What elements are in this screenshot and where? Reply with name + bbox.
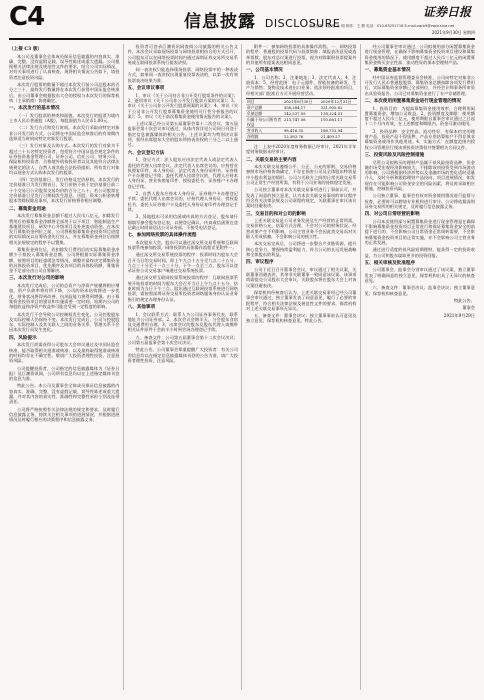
table-cell: 21,409.27 xyxy=(320,133,340,139)
article-columns xyxy=(9,44,475,690)
paragraph: 3、投资品种：安全性高、流动性好、有保本约定的理财产品，投资产品不得质押，产品专用结算账户不得存放非募集资金或用作其他用途。4、实施方式：在额度范围内授权公司管理层行使该项投资决策权并签署相关合同文件。 xyxy=(364,128,475,150)
paragraph: 1、投资目的：为提高募集资金使用效率，合理利用闲置募集资金，增加公司收益。2、投资额度及期限：使用额度不超过人民币三亿元，使用期限自董事会审议通过之日起十二个月内有效，在上述额度和期限内，资金可滚动使用。 xyxy=(364,105,475,127)
table-cell: 项目 xyxy=(247,98,255,104)
section-heading: 一、公司基本情况 xyxy=(246,68,283,74)
table-cell: 186,732.94 xyxy=(320,127,343,133)
paragraph: 本次发行不会导致公司控制权发生变化，公司控股股东及实际控制人仍保持不变。本次发行完成后，公司与控股股东、实际控制人及其关联人之间的业务关系、管理关系不会因本次发行而发生变化。 xyxy=(9,311,120,333)
page-number: C4 xyxy=(9,2,45,32)
section-heading: 四、审议程序 xyxy=(246,260,274,266)
paragraph: 募集资金到位后，若扣除发行费用后的实际募集资金净额少于拟投入募集资金总额，公司将根据实际募集资金净额，按照项目的轻重缓急等情况，调整并最终决定募集资金的具体投资项目、优先顺序及各项目的具体投资额，募集资金不足部分由公司自筹解决。 xyxy=(9,246,120,274)
table-cell: 138,224.51 xyxy=(320,110,343,116)
paragraph: （四）定价基准日、发行价格及定价原则。本次发行的定价基准日为发行期首日，发行价格不低于定价基准日前二十个交易日公司股票交易均价的百分之八十。若公司股票在定价基准日至发行日期间发生派息、送股、资本公积金转增股本等除权除息事项，本次发行价格将作相应调整。 xyxy=(9,177,120,204)
text-column xyxy=(128,44,243,690)
section-title-cn: 信息披露 xyxy=(184,12,256,32)
signature-line: 董事会 xyxy=(462,305,475,311)
editor-credits: 责任编辑：董 瑾 孙 明 制作：王 敬 电话：010-83251716 E-mail:zqrb9@zqrb.sina.net xyxy=(309,24,455,28)
section-heading: 一、募集资金基本情况 xyxy=(364,68,411,74)
masthead xyxy=(9,0,475,40)
paper-logo: 证券日报 xyxy=(422,5,471,19)
section-heading: 八、其他事项 xyxy=(127,304,156,310)
paragraph: 公司独立董事、监事会有权对资金使用情况进行监督与检查，必要时可以聘请专业机构进行审计。公司将依据深圳证券交易所的相关规定，及时履行信息披露义务。 xyxy=(364,193,475,209)
paragraph: 通过进行适度的低风险短期理财，能获得一定的投资收益，为公司和股东谋取更多的投资回报。 xyxy=(364,247,475,258)
table-row xyxy=(246,117,357,128)
paragraph: 1、公司名称；2、注册地址；3、法定代表人；4、注册资本；5、经营范围：电子元器件、智能装备的研发、生产与销售；货物及技术进出口业务；依法须经批准的项目，经相关部门批准后方可开展经营活动。 xyxy=(246,74,357,96)
paragraph: 附件一：参加网络投票的具体操作流程。一、网络投票的程序：普通股的投票代码与投票简称；填报表决意见或选举票数；股东对总议案进行投票，视为对除累积投票提案外的其他所有提案表达相同意见。 xyxy=(246,44,357,65)
table-cell: 净利润 xyxy=(247,133,259,139)
section-heading: （上接 C3 版） xyxy=(9,47,43,52)
paragraph: 通过深交所交易系统投票的程序：投票时间为股东大会召开当日的交易时间，即上午九点十五分至九点二十五分、九点三十分至十一点三十分，下午一点至三点。股东可以登录证券公司交易客户端通过交易系统投票。 xyxy=(127,252,238,274)
paragraph: 保荐机构经核查后认为，上述关联交易事项已经公司董事会审议通过，独立董事发表了同意意见，履行了必要的审批程序，符合相关法律法规及规范性文件的要求，保荐机构对上述关联交易事项无异议。 xyxy=(246,289,357,311)
paragraph: 通过深交所互联网投票系统投票的程序：互联网投票系统开始投票的时间为股东大会召开当日上午九点十五分，结束时间为当日下午三点。股东通过互联网投票系统进行网络投票，需按照深圳证券交易所投资者网络服务身份认证业务指引的规定办理身份认证。 xyxy=(127,275,238,302)
section-title-en: DISCLOSURE xyxy=(264,17,341,30)
paragraph: 特此公告。公司董事会郑重提醒广大投资者：有关公司的信息均以在指定信息披露媒体刊登的公告为准，请广大投资者理性投资，注意风险。 xyxy=(127,347,238,363)
table-cell: 营业收入 xyxy=(247,127,263,133)
table-cell: 负债总额 xyxy=(247,110,263,116)
issue-date: 2021年9月30日 星期四 xyxy=(431,30,475,35)
paragraph: 公司提醒投资者，公司指定的信息披露媒体为《证券日报》及巨潮资讯网，公司所有信息均以在上述指定媒体刊登的信息为准。 xyxy=(9,365,120,382)
section-heading: 五、相关审核及批准程序 xyxy=(364,260,416,266)
section-heading: 二、关联交易的主要内容 xyxy=(246,157,297,163)
paragraph: 1、审议《关于公司符合非公开发行股票条件的议案》；2、逐项审议《关于公司非公开发行股票方案的议案》；3、审议《关于公司非公开发行股票预案的议案》；4、审议《关于公司非公开发行股票募集资金使用可行性分析报告的议案》；5、审议《关于前次募集资金使用情况报告的议案》。 xyxy=(127,92,238,119)
paragraph: （三）发行对象及认购方式。本次发行的发行对象为不超过三十五名特定投资者，包括符合中国证监会规定条件的证券投资基金管理公司、证券公司、信托公司、财务公司、保险机构投资者、合格境外机构投资者以及其他符合法律法规规定的法人、自然人或其他合法投资组织。所有发行对象均以现金方式认购本次发行的股票。 xyxy=(9,143,120,175)
table-row xyxy=(246,134,357,140)
paragraph: 上述关联交易是公司业务发展及生产经营的正常所需，交易价格公允，结算方式合理，不会对公司的财务状况、经营成果产生不利影响，公司主营业务不会因此类交易而对关联人形成依赖，不会影响公司的独立性。 xyxy=(246,218,357,240)
section-heading: 四、风险提示 xyxy=(9,335,37,341)
table-cell: 356,284.17 xyxy=(283,104,306,110)
signature-line: 特此公告。 xyxy=(454,297,475,303)
section-heading: 七、参加网络投票的具体操作流程 xyxy=(127,233,197,239)
paragraph: 六、备查文件：董事会决议；监事会决议；独立董事意见；保荐机构核查意见。 xyxy=(364,285,475,296)
table-cell: 资产总额 xyxy=(247,104,263,110)
table-cell: 98,416.35 xyxy=(283,127,304,133)
paragraph: （二）发行方式和发行时间。本次发行采取向特定对象非公开发行的方式，公司将在中国证监会核准后的有效期内选择适当时机向特定对象发行股票。 xyxy=(9,125,120,142)
table-cell: 2021年6月30日 xyxy=(283,98,313,104)
paragraph: 注：上表中2020年度财务数据已经审计，2021年半年度财务数据未经审计。 xyxy=(246,143,357,155)
paragraph: 同一表决权只能选择现场投票、网络投票中的一种表决方式，如果同一表决权出现重复投票表决的，以第一次有效投票表决结果为准。 xyxy=(127,67,238,83)
paragraph: 经公司董事会审议通过，公司拟使用部分闲置募集资金进行现金管理，在确保不影响募集资金投资项目建设和募集资金使用的情况下，使用额度不超过人民币三亿元的闲置募集资金购买安全性高、流动性好的保本型理财产品。 xyxy=(364,44,475,65)
section-heading: 三、交易目的和对公司的影响 xyxy=(246,211,306,217)
section-heading: 三、投资风险及风险控制措施 xyxy=(364,152,425,158)
paragraph: 公司董事会、监事会分别审议通过了该议案，独立董事发表了明确同意的独立意见，保荐机构出具了无异议的核查意见。 xyxy=(364,267,475,284)
section-heading: 六、会议登记方法 xyxy=(127,150,165,156)
section-heading: 三、本次发行对公司的影响 xyxy=(9,276,65,282)
section-heading: 五、会议审议事项 xyxy=(127,86,165,92)
paragraph: 投资者可登录巨潮资讯网查阅公司披露的相关公告文件。本次会议采取现场投票与网络投票相结合的方式召开，公司股东可以在网络投票时间内通过深圳证券交易所交易系统或互联网投票系统行使表决权。 xyxy=(127,44,238,65)
financial-table xyxy=(246,98,357,141)
text-column xyxy=(9,44,124,690)
paragraph: 尽管公司拟购买的理财产品属于低风险投资品种，但金融市场受宏观经济影响较大，不排除该项投资受到市场波动的影响。公司将根据经济形势以及金融市场的变化适时适量介入，及时分析和跟踪理财产品投向、项目进展情况，如发现存在可能影响公司资金安全的风险因素，将及时采取相应措施，控制投资风险。 xyxy=(364,159,475,192)
paragraph: 本次发行股票的数量不超过本次发行前公司总股本的百分之三十，最终发行数量将在本次发行获得中国证监会核准后，由公司董事会根据股东大会的授权与本次发行的保荐机构（主承销商）协商确定。 xyxy=(9,82,120,103)
paragraph: 本次发行完成后，公司的总资产与净资产规模将相应增加，资产负债率将有所下降，公司的资本结构将进一步优化，财务状况将得到改善，抗风险能力将得到增强。由于募集资金投资项目的建设和实施需要一定时间，短期内公司的每股收益和净资产收益率可能会受到一定程度的影响。 xyxy=(9,283,120,310)
paragraph: 1、登记方式：法人股东应由法定代表人或法定代表人委托的代理人出席会议。法定代表人出席会议的，应持营业执照复印件、本人身份证、法定代表人身份证明书、证券账户卡办理登记手续；委托代理人出席会议的，代理人应持本人身份证、营业执照复印件、授权委托书、证券账户卡办理登记手续。 xyxy=(127,157,238,189)
text-column xyxy=(365,44,476,690)
paragraph: 九、备查文件：公司第五届董事会第十二次会议决议；公司第五届监事会第十次会议决议。 xyxy=(127,334,238,346)
table-cell: 归属于母公司所有者权益 xyxy=(247,116,282,127)
section-heading: 一、本次发行的基本情况 xyxy=(9,106,60,112)
section-heading: 二、募集资金用途 xyxy=(9,206,46,212)
paragraph: 本次股东大会，股东可以通过深交所交易系统和互联网投票系统参加投票，网络投票的具体操作流程详见附件一。 xyxy=(127,239,238,250)
paragraph: 公司于近日召开董事会会议，审议通过了相关议案，关联董事回避表决，其余非关联董事一致同意该议案。该事项尚需提交公司股东大会审议，关联股东将在股东大会上对该议案回避表决。 xyxy=(246,266,357,288)
paragraph: 公司将严格按照有关法律法规的规定和要求，及时履行信息披露义务，持续关注相关事项的进展情况，并根据进展情况及时履行相应的决策程序和信息披露义务。 xyxy=(9,406,120,423)
table-cell: 142,537.09 xyxy=(283,110,306,116)
section-heading: 二、本次使用闲置募集资金进行现金管理的情况 xyxy=(364,98,461,104)
paragraph: 本公司及董事会全体成员保证信息披露的内容真实、准确、完整，没有虚假记载、误导性陈述或重大遗漏。公司根据相关法律法规及规范性文件的要求，结合公司实际情况，对有关事项进行了认真核查，现将相关情况公告如下，请投资者注意投资风险。 xyxy=(9,53,120,80)
paragraph: 特此公告。本公司及董事会全体成员保证信息披露的内容真实、准确、完整，没有虚假记载、误导性陈述或重大遗漏，并对其内容的真实性、准确性和完整性承担个别及连带责任。 xyxy=(9,383,120,405)
table-cell: 193,681.11 xyxy=(320,116,343,122)
section-heading: 四、对公司日常经营的影响 xyxy=(364,212,420,218)
paragraph: 1、会议联系方式：联系人为公司证券事务代表，联系地址为公司证券部。2、本次会议会期半天，与会股东食宿及交通费用自理。3、出席会议的股东及股东代理人请携带相关证件原件于会前半小时到会场办理登记手续。 xyxy=(127,311,238,333)
paragraph: 五、备查文件：董事会决议；独立董事事前认可意见及独立意见；保荐机构核查意见。特此公告。 xyxy=(246,313,357,324)
paragraph: 3、异地股东可采用信函或传真的方式登记，股东请仔细填写参会股东登记表，以便登记确认。传真或信函须在登记截止时间前送达公司证券部，不接受电话登记。 xyxy=(127,214,238,230)
signature-line: 2021年9月29日 xyxy=(443,312,475,318)
paragraph: 公司独立董事对本次关联交易事项进行了事前认可，并发表了同意的独立意见，认为本次关联交易事项的审议程序符合有关法律法规及公司章程的规定，关联董事在审议该议案时回避表决。 xyxy=(246,187,357,209)
paragraph: 2、自然人股东应持本人身份证、证券账户卡办理登记手续；委托代理人出席会议的，应持代理人身份证、授权委托书、委托人证券账户卡及委托人身份证复印件办理登记手续。 xyxy=(127,191,238,212)
paragraph: 上述议案已经公司第五届董事会第十二次会议、第五届监事会第十次会议审议通过，具体内容详见公司同日刊登于指定信息披露媒体的相关公告。上述议案均为特别决议事项，须经出席股东大会的股东所持表决权的三分之二以上通过。 xyxy=(127,121,238,148)
paragraph: 本次发行尚需获得公司股东大会审议通过及中国证监会核准，能否取得相关批准或核准，以及最终取得批准或核准的时间均存在不确定性。敬请广大投资者理性投资，注意投资风险。 xyxy=(9,342,120,364)
table-cell: 331,905.62 xyxy=(320,104,343,110)
table-cell: 12,583.76 xyxy=(283,133,304,139)
paragraph: 本次交易完成后，公司将进一步整合产业链资源，提升核心竞争力，增强持续盈利能力，符合公司的长远发展战略和全体股东的利益。 xyxy=(246,241,357,257)
table-cell: 2020年12月31日 xyxy=(320,98,352,104)
paragraph: （一）发行股票的种类和面值。本次发行的股票为境内上市人民币普通股（A股），每股面值为人民币1.00元。 xyxy=(9,112,120,124)
paragraph: 本次关联交易遵循公平、公正、公允的原则，交易价格参照市场价格协商确定，不存在损害公司及全体股东特别是中小股东利益的情形。公司与关联方之间的日常关联交易系公司正常生产经营所需，有利于公司业务的持续稳定发展。 xyxy=(246,164,357,186)
paragraph: 经中国证券监督管理委员会核准，公司向特定对象非公开发行人民币普通股股票，募集资金总额扣除各项发行费用后，实际募集资金净额已全部到位，并经会计师事务所审验出具验资报告。公司已对募集资金进行了专户存储管理。 xyxy=(364,74,475,96)
paragraph: 本次发行募集资金总额不超过人民币八亿元，扣除发行费用后的募集资金净额将全部用于以下项目：智能制造生产基地建设项目、研发中心升级项目及补充流动资金。在本次发行募集资金到位之前，公司将根据募集资金投资项目进度的实际情况以自筹资金先行投入，并在募集资金到位后按照相关法规规定的程序予以置换。 xyxy=(9,213,120,245)
paragraph: 公司本次使用部分闲置募集资金进行现金管理是在确保不影响募集资金投资项目正常进行和保证募集资金安全的前提下进行的，不会影响公司日常资金正常周转需要，不会影响募集资金投资项目的正常实施，亦不会影响公司主营业务的正常发展。 xyxy=(364,218,475,245)
table-cell: 213,747.08 xyxy=(283,116,306,122)
text-column xyxy=(246,44,361,690)
